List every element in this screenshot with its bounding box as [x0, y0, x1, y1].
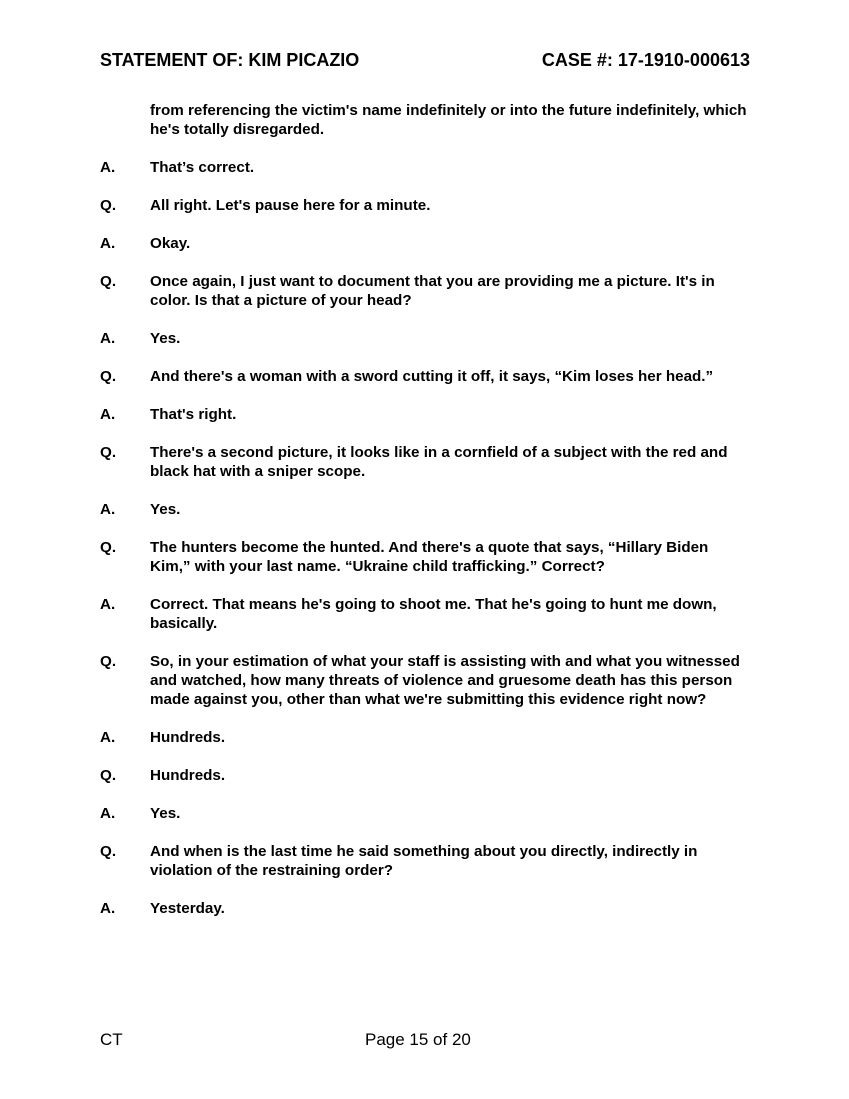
footer-initials: CT [100, 1030, 123, 1049]
exchange-10 [100, 538, 750, 576]
speaker-label: Q. [100, 368, 117, 385]
speaker-label: A. [100, 330, 116, 347]
speaker-label: A. [100, 501, 116, 518]
speaker-label: A. [100, 406, 116, 423]
exchange-text: That's right. [150, 406, 237, 423]
page-footer [100, 1030, 750, 1052]
page-header [100, 50, 750, 74]
exchange-11 [100, 595, 750, 633]
exchange-text: Yesterday. [150, 900, 225, 917]
speaker-label: A. [100, 235, 116, 252]
speaker-label: A. [100, 159, 116, 176]
continuation-paragraph: from referencing the victim's name indefinitely or into the future indefinitely, which he's totally disregarded. [150, 102, 747, 138]
exchange-text: All right. Let's pause here for a minute. [150, 197, 431, 214]
exchange-text: Yes. [150, 330, 181, 347]
exchange-text: So, in your estimation of what your staff is assisting with and what you witnessed and watched, how many threats of violence and gruesome death has this person made against you, other than what we're submitting this evidence right now? [150, 653, 740, 708]
exchange-text: Correct. That means he's going to shoot me. That he's going to hunt me down, basically. [150, 596, 717, 632]
speaker-label: Q. [100, 843, 117, 860]
exchange-4 [100, 272, 750, 310]
speaker-label: A. [100, 805, 116, 822]
exchange-12 [100, 652, 750, 709]
exchange-text: Hundreds. [150, 767, 226, 784]
case-number: CASE #: 17-1910-000613 [541, 50, 750, 70]
exchange-8 [100, 443, 750, 481]
exchange-15 [100, 804, 750, 823]
exchange-16 [100, 842, 750, 880]
exchange-1 [100, 158, 750, 177]
speaker-label: Q. [100, 767, 117, 784]
speaker-label: Q. [100, 539, 117, 556]
speaker-label: A. [100, 596, 116, 613]
exchange-6 [100, 367, 750, 386]
exchange-2 [100, 196, 750, 215]
transcript-body [100, 101, 750, 918]
exchange-7 [100, 405, 750, 424]
exchange-text: And when is the last time he said something about you directly, indirectly in violation of the restraining order? [150, 843, 698, 879]
exchange-text: Yes. [150, 501, 181, 518]
exchange-text: Yes. [150, 805, 181, 822]
exchange-9 [100, 500, 750, 519]
speaker-label: Q. [100, 273, 117, 290]
exchange-text: There's a second picture, it looks like in a cornfield of a subject with the red and black hat with a sniper scope. [150, 444, 728, 480]
speaker-label: A. [100, 900, 116, 917]
exchange-13 [100, 728, 750, 747]
exchange-5 [100, 329, 750, 348]
exchange-text: Hundreds. [150, 729, 226, 746]
exchange-17 [100, 899, 750, 918]
exchange-text: That’s correct. [150, 159, 255, 176]
exchange-text: Okay. [150, 235, 191, 252]
page-number: Page 15 of 20 [365, 1030, 471, 1049]
speaker-label: Q. [100, 653, 117, 670]
exchange-3 [100, 234, 750, 253]
exchange-text: And there's a woman with a sword cutting it off, it says, “Kim loses her head.” [150, 368, 714, 385]
speaker-label: Q. [100, 197, 117, 214]
speaker-label: A. [100, 729, 116, 746]
exchange-14 [100, 766, 750, 785]
statement-title: STATEMENT OF: KIM PICAZIO [100, 50, 360, 70]
speaker-label: Q. [100, 444, 117, 461]
exchange-text: Once again, I just want to document that you are providing me a picture. It's in color. Is that a picture of your head? [150, 273, 715, 309]
exchange-text: The hunters become the hunted. And there's a quote that says, “Hillary Biden Kim,” with your last name. “Ukraine child trafficking.” Correct? [150, 539, 709, 575]
